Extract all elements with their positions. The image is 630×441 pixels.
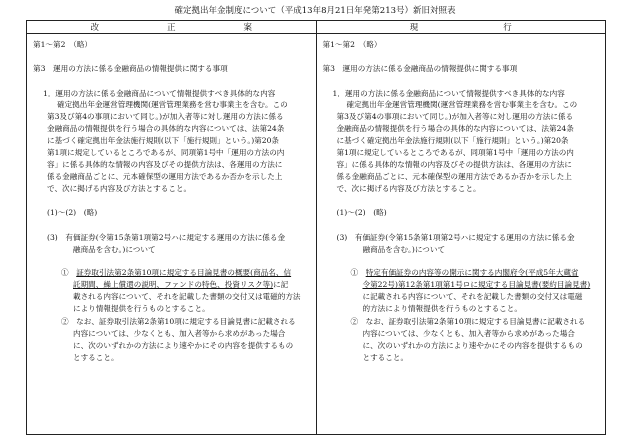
point-1-line — [351, 268, 579, 278]
amended-text: 証券取引法第2条第10項に規定する目論見書の概要(商品名、信 — [76, 268, 292, 277]
point-2-line: とすること。 — [362, 353, 409, 362]
amended-text: 託期間、繰上償還の説明、ファンドの特色、投資リスク等) — [73, 280, 274, 289]
body-line: に基づく確定拠出年金法施行規則(以下「施行規則」という。)第20条 — [47, 136, 280, 145]
body-line: 第1項に規定しているところであるが、同項第1号中「運用の方法の内 — [336, 148, 574, 157]
header-revised: 改 正 案 — [27, 21, 317, 34]
body-line: 第1項に規定しているところであるが、同項第1号中「運用の方法の内 — [47, 148, 285, 157]
body-line: 確定拠出年金運営管理機関(運営管理業務を営む事業主を含む。この — [57, 100, 288, 109]
body-line: 係る金融商品ごとに、元本確保型の運用方法であるか否かを示した上 — [47, 172, 283, 181]
current-column — [316, 34, 606, 435]
subitem-3-line: (3) 有価証券(令第15条第1項第2号ハに規定する運用の方法に係る金 — [336, 233, 575, 242]
point-2-line: ② なお、証券取引法第2条第10項に規定する目論見書に記載される — [61, 317, 296, 326]
point-1-line: に記載される内容について、それを記載した書類の交付又は電磁 — [362, 292, 583, 301]
section-3-heading: 第3 運用の方法に係る金融商品の情報提供に関する事項 — [322, 64, 518, 73]
body-line: 容」に係る具体的な情報の内容及びその提供方法は、各運用の方法に — [47, 160, 283, 169]
item-1-heading: 1．運用の方法に係る金融商品について情報提供すべき具体的な内容 — [43, 89, 276, 98]
body-line: 第3及び第4の事項において同じ。)が加入者等に対し運用の方法に係る — [336, 112, 574, 121]
body-line: 金融商品の情報提供を行う場合の具体的な内容については、法第24条 — [336, 124, 574, 133]
amended-text: 特定有価証券の内容等の開示に関する内閣府令(平成5年大蔵省 — [365, 268, 579, 277]
point-2-line: に、次のいずれかの方法により速やかにその内容を提供するもの — [362, 341, 583, 350]
point-1-line: 的方法により情報提供を行うものとすること。 — [362, 304, 522, 313]
point-2-line: ② なお、証券取引法第2条第10項に規定する目論見書に記載される — [350, 317, 586, 326]
subitem-1-2: (1)～(2) (略) — [336, 208, 387, 217]
point-1-line — [73, 280, 288, 290]
item-1-heading: 1．運用の方法に係る金融商品について情報提供すべき具体的な内容 — [332, 89, 565, 98]
point-1-text: に記 — [273, 280, 289, 289]
point-2-line: に、次のいずれかの方法により速やかにその内容を提供するもの — [73, 341, 294, 350]
body-line: に基づく確定拠出年金法施行規則(以下「施行規則」という。)第20条 — [336, 136, 569, 145]
point-1-marker: ① — [61, 268, 77, 277]
point-1-line: 載される内容について、それを記載した書類の交付又は電磁的方法 — [73, 292, 301, 301]
point-1-line — [363, 280, 591, 290]
body-line: で、次に掲げる内容及び方法とすること。 — [336, 184, 481, 193]
comparison-table — [26, 20, 606, 435]
point-2-line: 内容については、少なくとも、加入者等から求めがあった場合 — [362, 329, 575, 338]
body-line: で、次に掲げる内容及び方法とすること。 — [47, 184, 192, 193]
document-title: 確定拠出年金制度について（平成13年8月21日年発第213号）新旧対照表 — [174, 6, 456, 16]
point-1-line: により情報提供を行うものとすること。 — [73, 304, 210, 313]
subitem-3-line: 融商品を含む。)について — [73, 245, 156, 254]
point-2-line: とすること。 — [73, 353, 119, 362]
subitem-1-2: (1)～(2) (略) — [47, 208, 98, 217]
section-1-2: 第1～第2 （略） — [33, 40, 93, 49]
body-line: 係る金融商品ごとに、元本確保型の運用方法であるか否かを示した上 — [336, 172, 572, 181]
section-3-heading: 第3 運用の方法に係る金融商品の情報提供に関する事項 — [33, 64, 228, 73]
section-1-2: 第1～第2 （略） — [322, 40, 382, 49]
body-line: 金融商品の情報提供を行う場合の具体的な内容については、法第24条 — [47, 124, 285, 133]
revised-column — [27, 34, 317, 435]
amended-text: 令第22号)第12条第1項第1号ロに規定する目論見書(要約目論見書) — [362, 280, 591, 289]
point-2-line: 内容については、少なくとも、加入者等から求めがあった場合 — [73, 329, 286, 338]
body-line: 確定拠出年金運営管理機関(運営管理業務を営む事業主を含む。この — [346, 100, 578, 109]
point-1-marker: ① — [350, 268, 366, 277]
subitem-3-line: (3) 有価証券(令第15条第1項第2号ハに規定する運用の方法に係る金 — [47, 233, 286, 242]
point-1-line — [61, 268, 291, 278]
subitem-3-line: 融商品を含む。)について — [362, 245, 446, 254]
body-line: 第3及び第4の事項において同じ。)が加入者等に対し運用の方法に係る — [47, 112, 284, 121]
body-line: 容」に係る具体的な情報の内容及びその提供方法は、各運用の方法に — [336, 160, 572, 169]
header-current: 現 行 — [316, 21, 606, 34]
